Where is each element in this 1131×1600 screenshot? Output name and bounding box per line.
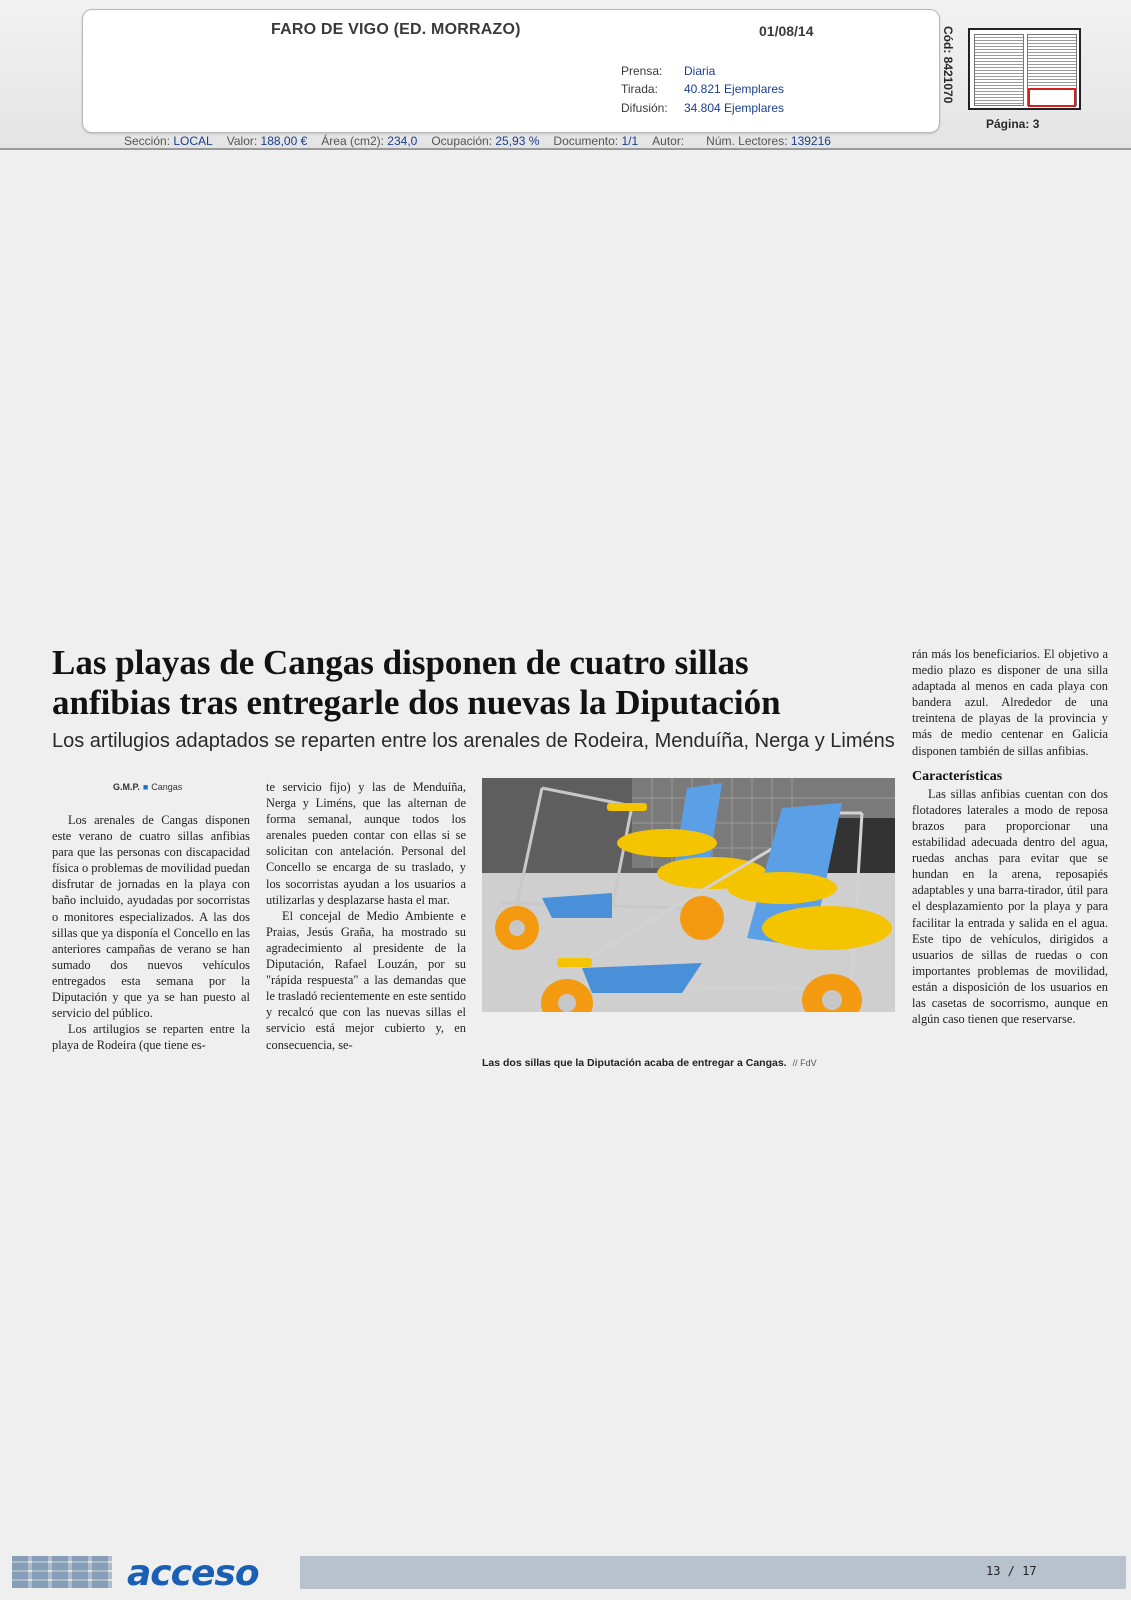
stat-valor: Valor: 188,00 € <box>226 134 308 148</box>
page-count: 13 / 17 <box>986 1564 1037 1578</box>
stat-ocupacion: Ocupación: 25,93 % <box>431 134 540 148</box>
tirada-value: 40.821 Ejemplares <box>684 82 785 96</box>
difusion-value: 34.804 Ejemplares <box>684 101 785 115</box>
headline-line-2: anfibias tras entregarle dos nuevas la Diputación <box>52 683 781 722</box>
prensa-label: Prensa: <box>621 64 663 78</box>
thumbnail-page-left <box>974 34 1024 106</box>
page-number-label: Página: <box>986 117 1030 131</box>
page-thumbnail[interactable] <box>968 28 1081 110</box>
publication-info-box <box>82 9 940 133</box>
paragraph: te servicio fijo) y las de Menduíña, Nerga y Liméns, que las alternan de forma semanal, aunque todos los arenales pueden contar con ellas si se solicitan con antelación. Personal del Concello se encarga de su traslado, y los socorristas ayudan a los usuarios a utilizarlas y desplazarse hasta el mar. <box>266 780 466 907</box>
stats-row <box>124 134 845 150</box>
article-column-2 <box>266 779 466 1053</box>
article-headline <box>52 643 882 723</box>
paragraph: Los artilugios se reparten entre la playa de Rodeira (que tiene es- <box>52 1022 250 1053</box>
caption-text: Las dos sillas que la Diputación acaba de entregar a Cangas. <box>482 1057 787 1069</box>
stat-area: Área (cm2): 234,0 <box>321 134 418 148</box>
byline-square-icon: ■ <box>142 782 149 792</box>
article-column-1 <box>52 812 250 1053</box>
footer-decoration <box>12 1556 112 1588</box>
logo-text: acceso <box>127 1553 259 1594</box>
prensa-value: Diaria <box>684 64 716 78</box>
paragraph: rán más los beneficiarios. El objetivo a medio plazo es disponer de una silla adaptada al menos en cada playa con bandera azul. Alrededor de una treintena de playas de la provincia y más de medio centenar en Galicia disponen también de sillas anfibias. <box>912 647 1108 758</box>
article-column-3 <box>912 646 1108 1027</box>
tirada-label: Tirada: <box>621 82 658 96</box>
newspaper-name: FARO DE VIGO (ED. MORRAZO) <box>271 21 521 38</box>
page-number <box>986 117 1039 131</box>
page-number-value: 3 <box>1032 117 1040 131</box>
article-photo <box>482 778 895 1012</box>
byline-author: G.M.P. <box>113 782 140 792</box>
clipping-header <box>0 0 1131 150</box>
stat-lectores: Núm. Lectores: 139216 <box>706 134 831 148</box>
photo-credit: // FdV <box>792 1058 817 1068</box>
article-location-highlight <box>1028 88 1076 107</box>
stat-autor: Autor: <box>652 134 685 148</box>
paragraph: El concejal de Medio Ambiente e Praias, Jesús Graña, ha mostrado su agradecimiento al presidente de la Diputación, Rafael Louzán, por su "rápida respuesta" a las demandas que le trasladó recientemente en este sentido y recalcó que con las nuevas sillas el servicio está mejor cubierto y, en consecuencia, se- <box>266 908 466 1052</box>
byline-place: Cangas <box>151 782 183 792</box>
amphibious-chairs-illustration <box>482 778 895 1012</box>
stat-seccion: Sección: LOCAL <box>124 134 213 148</box>
byline <box>113 782 182 792</box>
headline-line-1: Las playas de Cangas disponen de cuatro sillas <box>52 643 749 682</box>
paragraph: Las sillas anfibias cuentan con dos flotadores laterales a modo de reposa brazos para proporcionar una estabilidad adecuada dentro del agua, ruedas anchas para evitar que se hundan en la arena, reposapiés adaptables y una barra-tirador, útil para el desplazamiento por la playa y para facilitar la entrada y salida en el agua. Este tipo de vehículos, dirigidos a usuarios de sillas de ruedas o con importantes problemas de movilidad, están a disposición de los usuarios en las casetas de socorrismo, aunque en algún caso tienen que reservarse. <box>912 786 1108 1027</box>
document-code: Cód: 8421070 <box>941 26 955 104</box>
section-heading: Características <box>912 768 1003 784</box>
photo-caption <box>482 1057 882 1069</box>
stat-documento: Documento: 1/1 <box>553 134 639 148</box>
paragraph: Los arenales de Cangas disponen este verano de cuatro sillas anfibias para que las personas con discapacidad física o problemas de movilidad puedan disfrutar de jornadas en la playa con baño incluido, ayudadas por socorristas o monitores especializados. A las dos sillas que ya disponía el Concello en las anteriores campañas de verano se han sumado dos nuevos vehículos entregados esta semana por la Diputación y que ya se han puesto al servicio del público. <box>52 813 250 1021</box>
article-subheadline: Los artilugios adaptados se reparten entre los arenales de Rodeira, Menduíña, Nerga y Liméns <box>52 730 895 752</box>
acceso-logo <box>127 1553 259 1594</box>
difusion-label: Difusión: <box>621 101 668 115</box>
publication-date: 01/08/14 <box>759 23 814 39</box>
